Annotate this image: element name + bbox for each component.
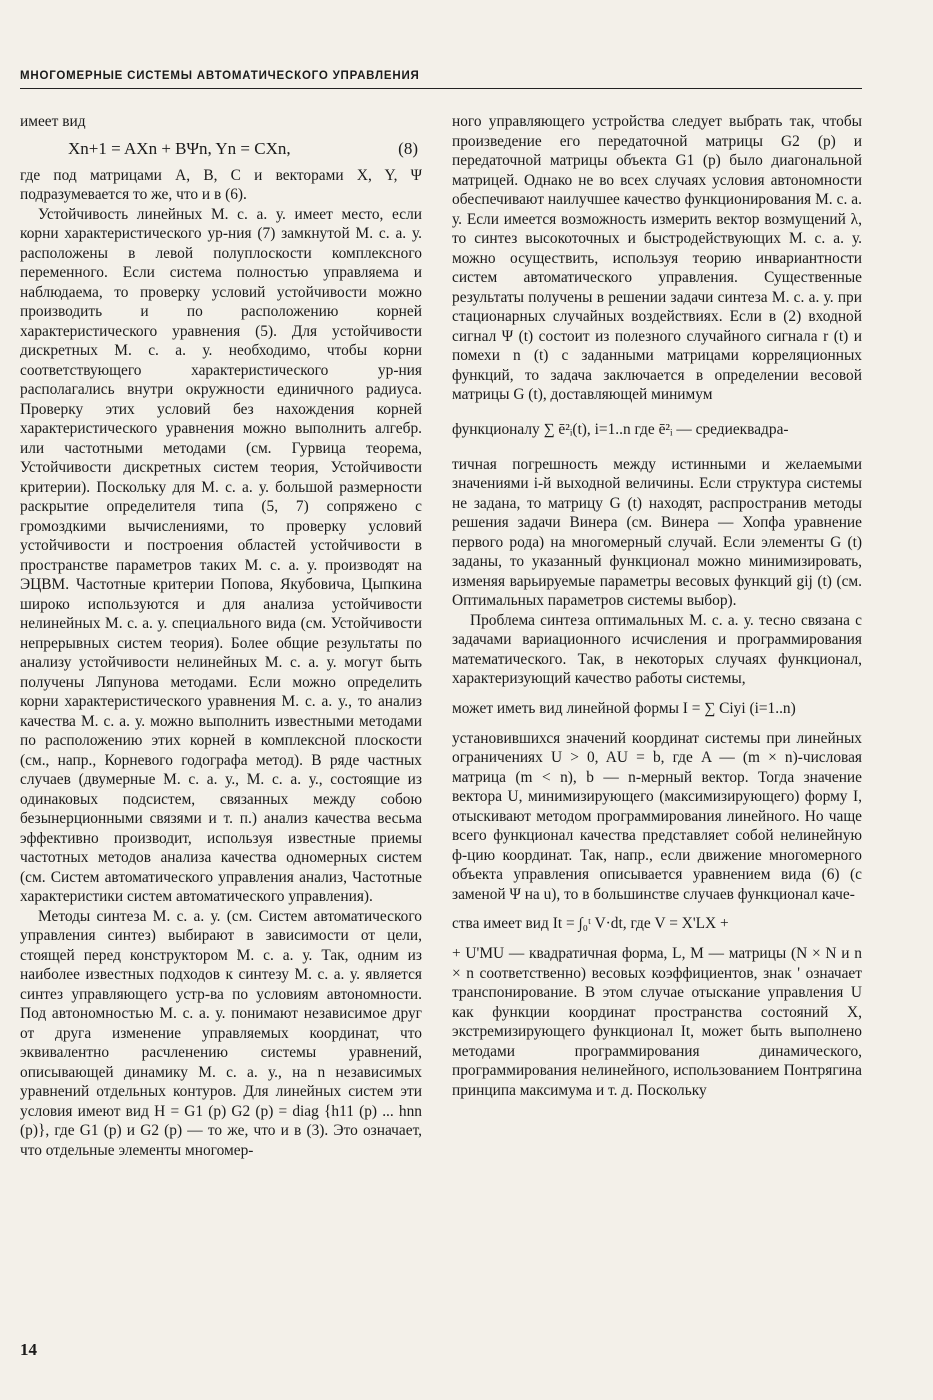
running-header: МНОГОМЕРНЫЕ СИСТЕМЫ АВТОМАТИЧЕСКОГО УПРАВЛЕНИЯ <box>20 70 862 89</box>
formula-functional <box>452 405 862 455</box>
page-number: 14 <box>20 1340 37 1359</box>
right-column <box>452 112 862 1100</box>
left-column <box>20 112 422 1160</box>
paragraph: Устойчивость линейных М. с. а. у. имеет место, если корни характеристического ур-ния (7) замкнутой М. с. а. у. расположены в левой полуплоскости комплексного переменного. Если система полностью управляема и наблюдаема, то проверку условий устойчивости можно производить и по расположению корней характеристического уравнения (5). Для устойчивости дискретных М. с. а. у. необходимо, чтобы корни соответствующего характеристического ур-ния располагались внутри окружности единичного радиуса. Проверку этих условий без нахождения корней характеристического уравнения можно выполнить алгебр. или частотными методами (см. Гурвица теорема, Устойчивости дискретных систем теория, Устойчивости критерии). Поскольку для М. с. а. у. большой размерности раскрытие определителя типа (5, 7) сопряжено с громоздкими вычислениями, то проверку условий устойчивости и построения областей устойчивости в пространстве параметров таких М. с. а. у. производят на ЭЦВМ. Частотные критерии Попова, Якубовича, Цыпкина широко используются и для анализа устойчивости нелинейных М. с. а. у. специального вида (см. Устойчивости непрерывных систем теория). Более общие результаты по анализу устойчивости нелинейных М. с. а. у. могут быть получены Ляпунова методами. Если можно определить корни характеристического уравнения М. с. а. у., то анализ качества М. с. а. у. можно выполнить известными методами по расположению этих корней в комплексной плоскости (см., напр., Корневого годографа метод). В ряде частных случаев (двумерные М. с. а. у., М. с. а. у., состоящие из одинаковых подсистем, связанных между собою безынерционными связями и т. п.) анализ качества весьма эффективно производит, используя известные приемы частотных методов анализа качества одномерных систем (см. Систем автоматического управления анализ, Частотные характеристики систем автоматического управления). <box>20 205 422 905</box>
formula-integral: ства имеет вид It = ∫₀ᵗ V·dt, где V = X'LX + <box>452 915 729 932</box>
formula-8-body: Xn+1 = AXn + BΨn, Yn = CXn, <box>68 138 291 158</box>
paragraph: + U'MU — квадратичная форма, L, M — матрицы (N × N и n × n соответственно) весовых коэффициентов, знак ' означает транспонирование. В этом случае отыскание управления U как функции координат пространства состояний X, экстремизирующего функционал It, может быть выполнено методами программирования динамического, программирования нелинейного, использованием Понтрягина принципа максимума и т. д. Поскольку <box>452 945 862 1099</box>
paragraph: где под матрицами A, B, C и векторами X, Y, Ψ подразумевается то же, что и в (6). <box>20 166 422 203</box>
paragraph: установившихся значений координат системы при линейных ограничениях U > 0, AU = b, где A — (m × n)-числовая матрица (m < n), b — n-мерный вектор. Тогда значение вектора U, минимизирующего (максимизирующего) форму I, отыскивают методом программирования линейного. Но чаще всего функционал качества представляет собой нелинейную ф-цию координат. Так, напр., если движение многомерного объекта управления описывается уравнением вида (6) (с заменой Ψ на u), то в большинстве случаев функционал каче- <box>452 729 862 903</box>
formula-linear-form: может иметь вид линейной формы I = ∑ Ciyi (i=1..n) <box>452 699 796 717</box>
formula-functional-label: функционалу <box>452 420 540 438</box>
paragraph: ного управляющего устройства следует выбрать так, чтобы произведение его передаточной матрицы G2 (p) и передаточной матрицы объекта G1 (p) было диагональной матрицей. Однако не во всех случаях условия автономности обеспечивают наилучшее качество функционирования М. с. а. у. Если имеется возможность измерить вектор возмущений λ, то синтез высокоточных и быстродействующих М. с. а. у. можно осуществить, используя теорию инвариантности систем автоматического управления. Существенные результаты получены в решении задачи синтеза М. с. а. у. при стационарных случайных воздействиях. Если в (2) входной сигнал Ψ (t) состоит из полезного случайного сигнала r (t) и помехи n (t) с заданными матрицами корреляционных функций, то задача заключается в определении весовой матрицы G (t), доставляющей минимум <box>452 113 862 403</box>
formula-functional-sum: ∑ ē²ᵢ(t), i=1..n <box>543 420 631 438</box>
formula-functional-tail: где ē²ᵢ — средиеквадра- <box>634 420 789 438</box>
paragraph: Методы синтеза М. с. а. у. (см. Систем автоматического управления синтез) выбирают в зависимости от цели, стоящей перед конструктором М. с. а. у. Так, одним из наиболее известных подходов к синтезу М. с. а. у. является синтез управляющего устр-ва по условиям автономности. Под автономностью М. с. а. у. понимают независимое друг от друга изменение управляемых координат, что эквивалентно расчленению системы уравнений, описывающей динамику М. с. а. у., на n независимых уравнений отдельных контуров. Для линейных систем эти условия имеют вид H = G1 (p) G2 (p) = diag {h11 (p) ... hnn (p)}, где G1 (p) и G2 (p) — то же, что и в (3). Это означает, что отдельные элементы многомер- <box>20 907 422 1159</box>
paragraph: тичная погрешность между истинными и желаемыми значениями i-й выходной величины. Если структура системы не задана, то матрицу G (t) находят, распространив методы решения задачи Винера (см. Винера — Хопфа уравнение первого рода) на многомерный случай. Если элементы G (t) заданы, то указанный функционал можно минимизировать, изменяя варьируемые параметры весовых функций gij (t) (см. Оптимальных параметров системы выбор). <box>452 455 862 609</box>
formula-8-number: (8) <box>398 138 418 158</box>
formula-8 <box>20 132 422 166</box>
paragraph: Проблема синтеза оптимальных М. с. а. у. тесно связана с задачами вариационного исчисления и программирования математического. Так, в некоторых случаях функционал, характеризующий качество работы системы, <box>452 611 862 687</box>
intro-text: имеет вид <box>20 113 86 130</box>
